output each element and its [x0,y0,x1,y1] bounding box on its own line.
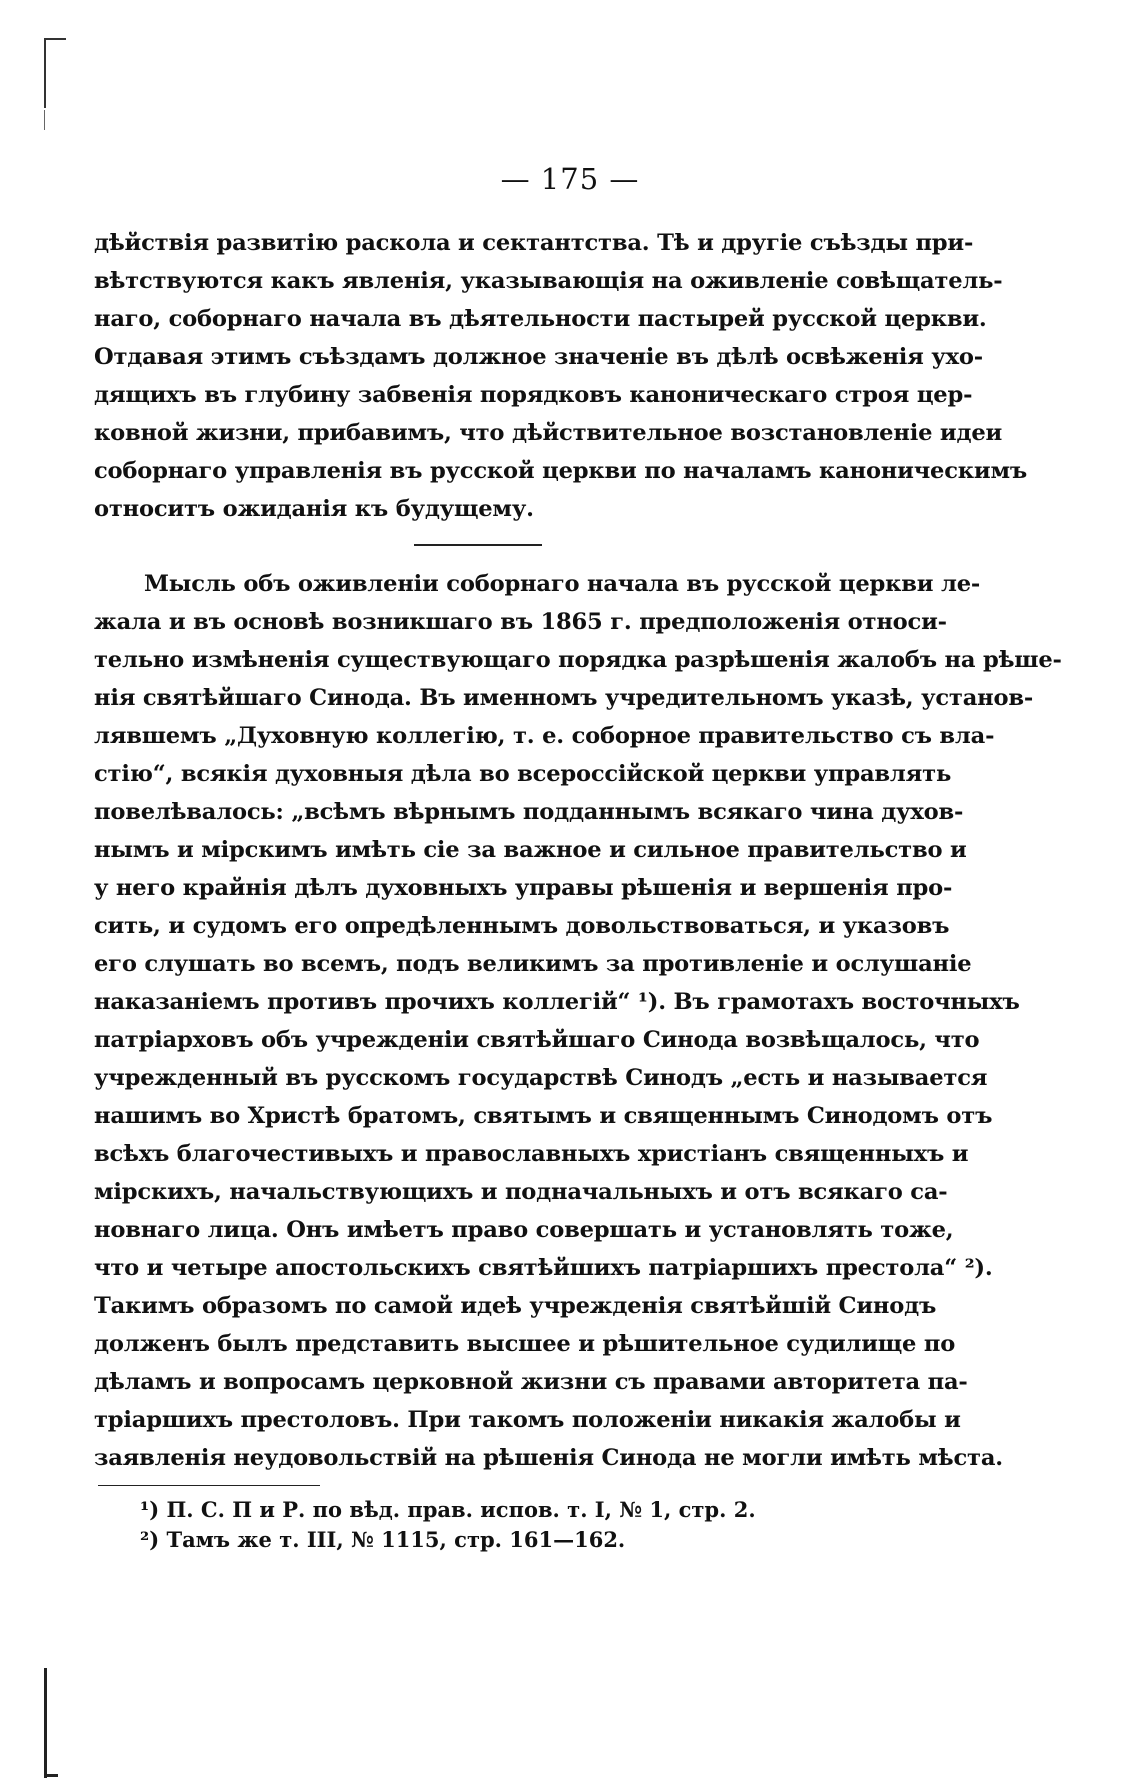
paragraph-line: наго, соборнаго начала въ дѣятельности пастырей русской церкви. [94,306,987,332]
paragraph-line: Такимъ образомъ по самой идеѣ учрежденія святѣйшій Синодъ [94,1293,937,1319]
paragraph-line: ковной жизни, прибавимъ, что дѣйствительное возстановленіе идеи [94,420,1003,446]
paragraph-line: соборнаго управленія въ русской церкви по началамъ каноническимъ [94,458,1028,484]
paragraph-line: патріарховъ объ учрежденіи святѣйшаго Синода возвѣщалось, что [94,1027,980,1053]
footnote-text: Тамъ же т. III, № 1115, стр. 161—162. [166,1527,626,1552]
page-edge-mark-bottom-corner [44,1774,58,1777]
paragraph-line: дѣйствія развитію раскола и сектантства. Тѣ и другіе съѣзды при- [94,230,974,256]
page-edge-mark-bottom [44,1668,47,1778]
paragraph-1 [94,224,1028,528]
paragraph-line: сить, и судомъ его опредѣленнымъ довольствоваться, и указовъ [94,913,950,939]
page-edge-mark-top-corner [44,38,66,40]
paragraph-line: нашимъ во Христѣ братомъ, святымъ и священнымъ Синодомъ отъ [94,1103,993,1129]
paragraph-line: мірскихъ, начальствующихъ и подначальныхъ и отъ всякаго са- [94,1179,948,1205]
footnote-1 [140,1495,860,1525]
paragraph-line: заявленія неудовольствій на рѣшенія Синода не могли имѣть мѣста. [94,1445,1003,1471]
paragraph-line: дѣламъ и вопросамъ церковной жизни съ правами авторитета па- [94,1369,968,1395]
page-edge-mark-mid [44,110,45,130]
paragraph-line: повелѣвалось: „всѣмъ вѣрнымъ подданнымъ всякаго чина духов- [94,799,964,825]
footnote-2 [140,1525,860,1555]
paragraph-line: дящихъ въ глубину забвенія порядковъ каноническаго строя цер- [94,382,973,408]
paragraph-line: у него крайнія дѣлъ духовныхъ управы рѣшенія и вершенія про- [94,875,953,901]
paragraph-line: долженъ былъ представить высшее и рѣшительное судилище по [94,1331,956,1357]
paragraph-line: нымъ и мірскимъ имѣть сіе за важное и сильное правительство и [94,837,967,863]
paragraph-line: вѣтствуются какъ явленія, указывающія на оживленіе совѣщатель- [94,268,1003,294]
paragraph-line: относитъ ожиданія къ будущему. [94,496,534,522]
paragraph-line: тельно измѣненія существующаго порядка разрѣшенія жалобъ на рѣше- [94,647,1062,673]
footnote-rule [98,1485,320,1486]
footnote-text: П. С. П и Р. по вѣд. прав. испов. т. I, № 1, стр. 2. [166,1497,756,1522]
paragraph-line: стію“, всякія духовныя дѣла во всероссійской церкви управлять [94,761,952,787]
paragraph-line: учрежденный въ русскомъ государствѣ Синодъ „есть и называется [94,1065,988,1091]
footnote-mark: ¹) [140,1497,160,1522]
paragraph-line: тріаршихъ престоловъ. При такомъ положеніи никакія жалобы и [94,1407,961,1433]
paragraph-line: наказаніемъ противъ прочихъ коллегій“ ¹). Въ грамотахъ восточныхъ [94,989,1020,1015]
footnote-mark: ²) [140,1527,160,1552]
paragraph-line: новнаго лица. Онъ имѣетъ право совершать и установлять тоже, [94,1217,954,1243]
page-number: — 175 — [500,162,640,196]
paragraph-2 [94,565,1062,1477]
section-divider [414,544,542,546]
paragraph-line: Отдавая этимъ съѣздамъ должное значеніе въ дѣлѣ освѣженія ухо- [94,344,983,370]
paragraph-line: его слушать во всемъ, подъ великимъ за противленіе и ослушаніе [94,951,972,977]
page-edge-mark-top [44,38,46,108]
paragraph-line: нія святѣйшаго Синода. Въ именномъ учредительномъ указѣ, установ- [94,685,1034,711]
footnotes [140,1495,860,1555]
paragraph-line: лявшемъ „Духовную коллегію, т. е. соборное правительство съ вла- [94,723,995,749]
paragraph-line: жала и въ основѣ возникшаго въ 1865 г. предположенія относи- [94,609,947,635]
paragraph-line: Мысль объ оживленіи соборнаго начала въ русской церкви ле- [144,571,981,597]
paragraph-line: что и четыре апостольскихъ святѣйшихъ патріаршихъ престола“ ²). [94,1255,993,1281]
paragraph-line: всѣхъ благочестивыхъ и православныхъ христіанъ священныхъ и [94,1141,969,1167]
